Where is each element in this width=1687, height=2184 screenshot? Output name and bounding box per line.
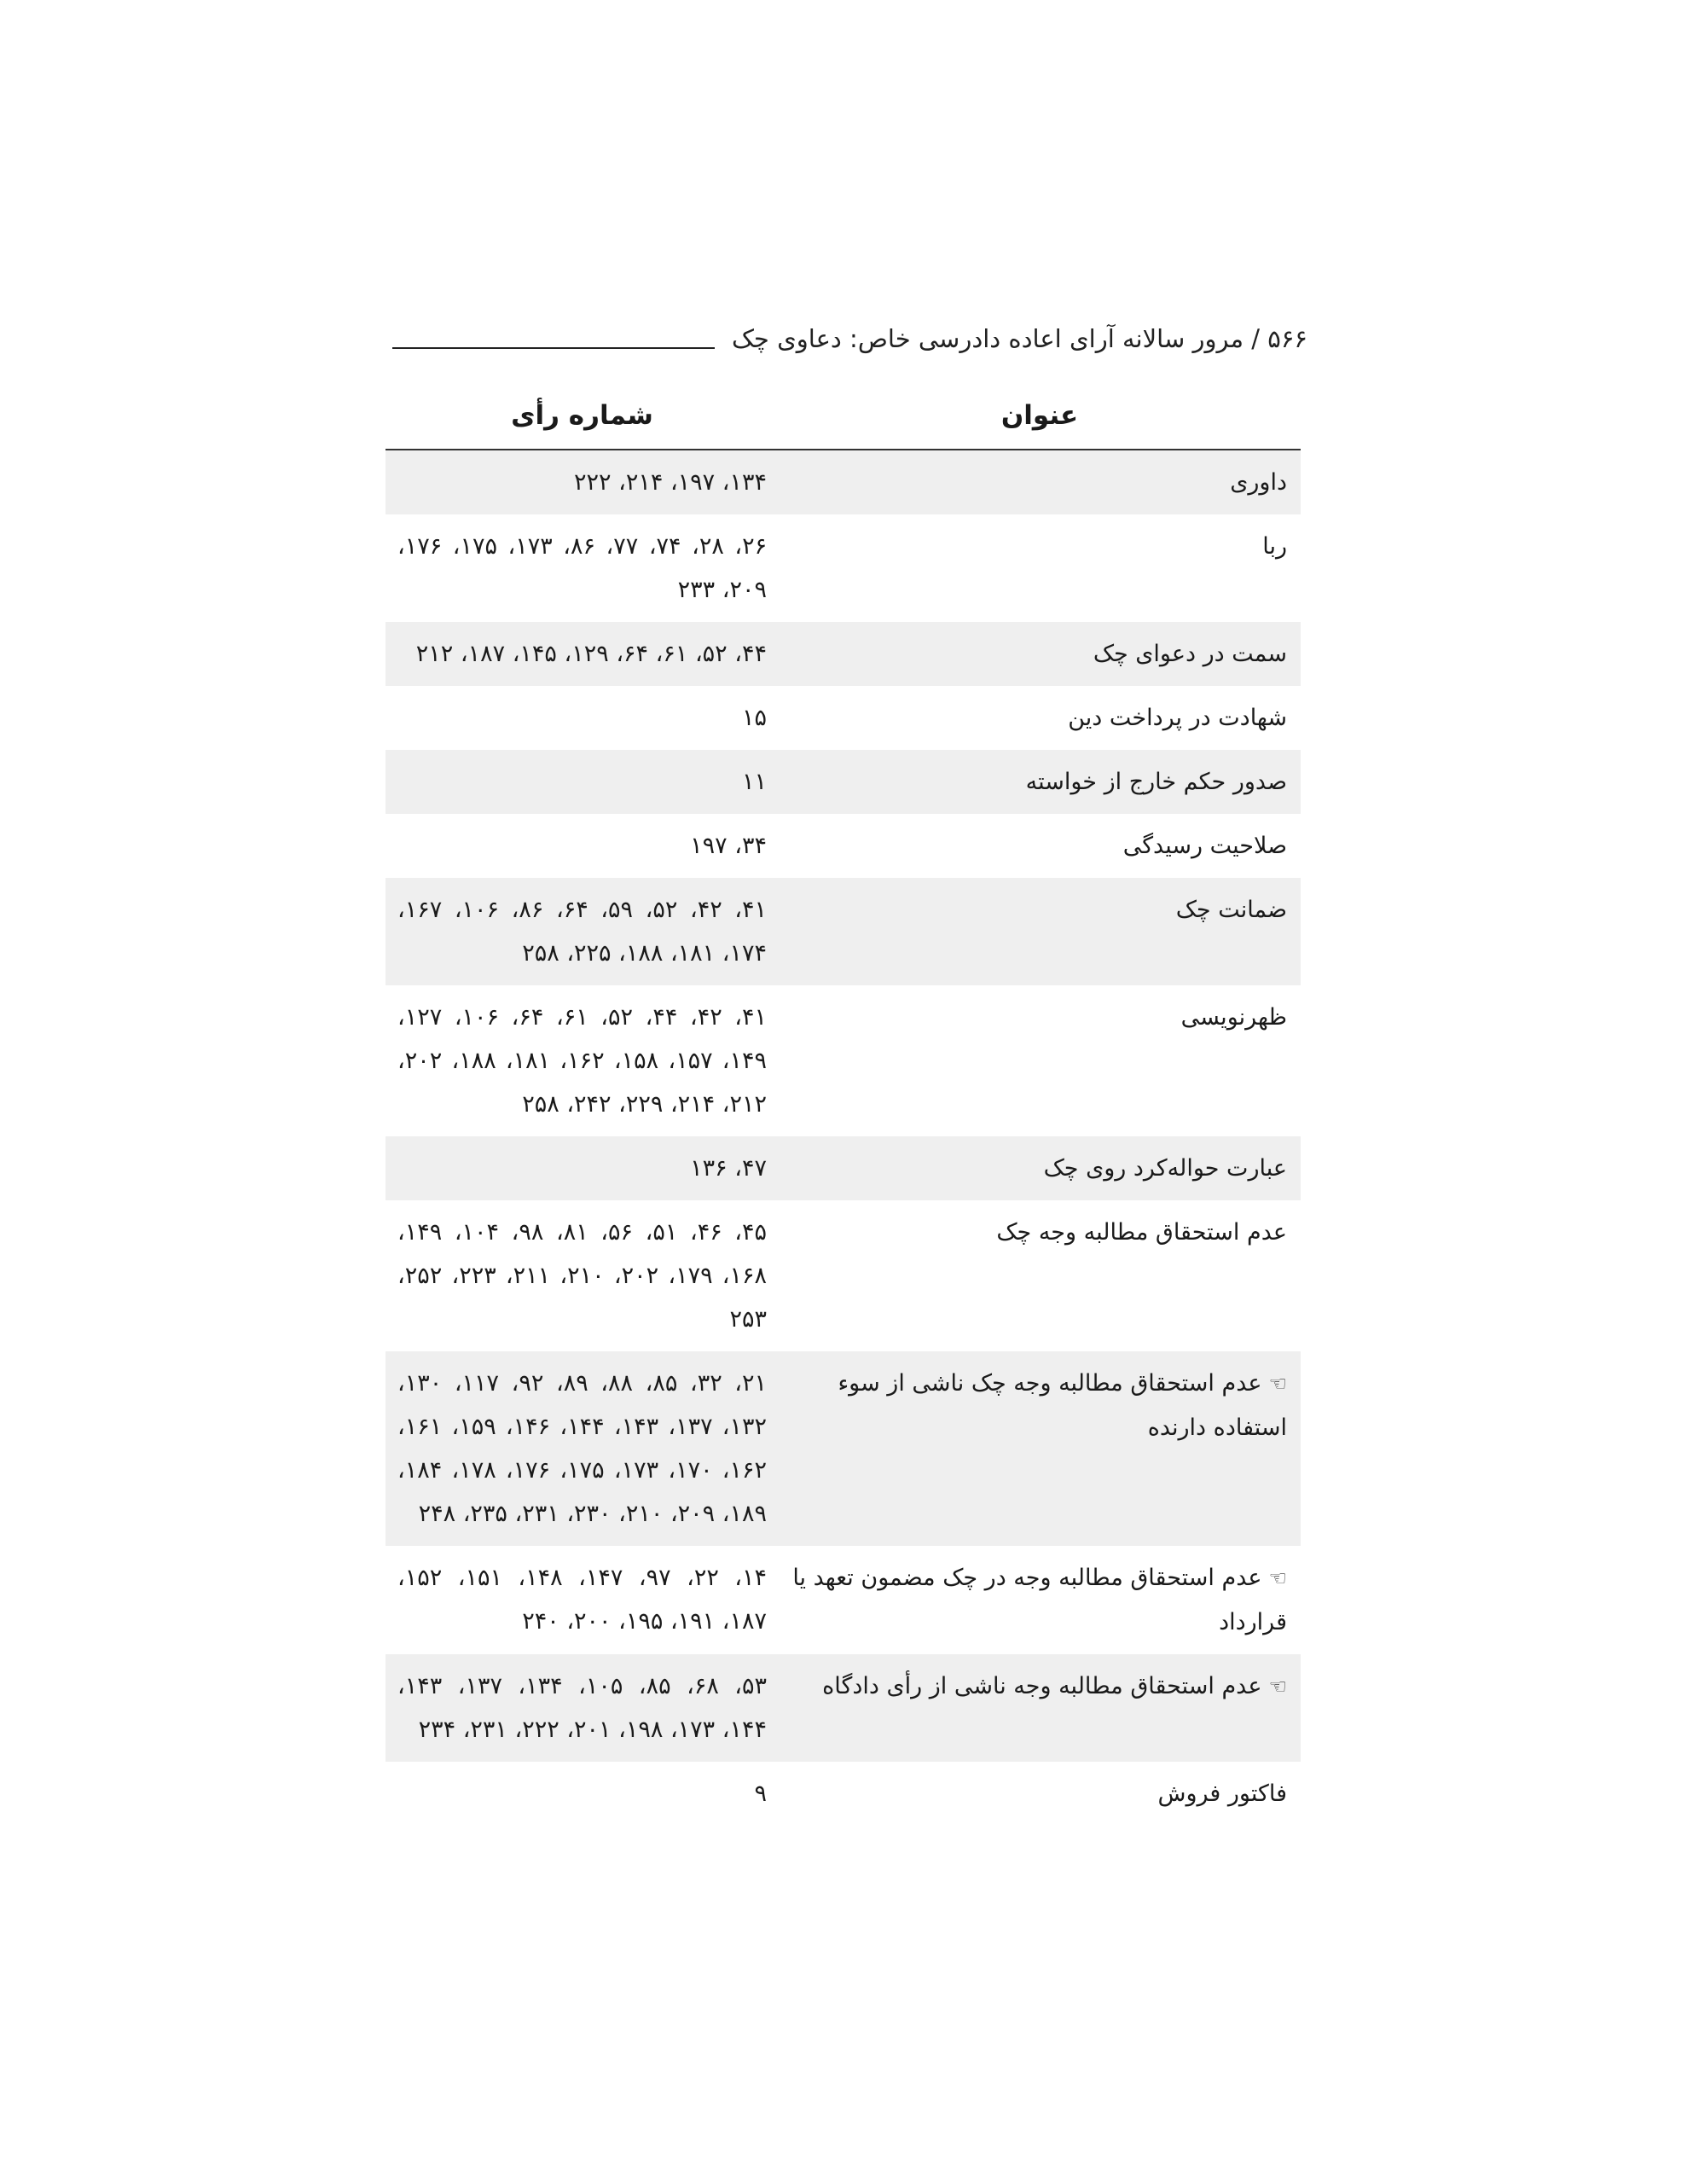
entry-title: عدم استحقاق مطالبه وجه ناشی از رأی دادگاه	[822, 1673, 1262, 1699]
entry-title: صدور حکم خارج از خواسته	[1025, 769, 1287, 795]
ruling-numbers: ۱۴، ۲۲، ۹۷، ۱۴۷، ۱۴۸، ۱۵۱، ۱۵۲، ۱۸۷، ۱۹۱، ۱۹۵، ۲۰۰، ۲۴۰	[397, 1565, 768, 1635]
ruling-numbers: ۴۱، ۴۲، ۵۲، ۵۹، ۶۴، ۸۶، ۱۰۶، ۱۶۷، ۱۷۴، ۱۸۱، ۱۸۸، ۲۲۵، ۲۵۸	[386, 878, 779, 985]
table-body	[386, 450, 1301, 1826]
pointing-hand-icon: ☜	[1268, 1372, 1287, 1396]
entry-title: شهادت در پرداخت دین	[1068, 705, 1287, 731]
entry-title-cell	[779, 1762, 1301, 1826]
table-row	[386, 1351, 1301, 1546]
table-row	[386, 1200, 1301, 1351]
ruling-numbers: ۹	[754, 1780, 767, 1807]
entry-title: عدم استحقاق مطالبه وجه چک ناشی از سوء استفاده دارنده	[838, 1370, 1287, 1441]
table-row	[386, 1762, 1301, 1826]
entry-title-cell	[779, 1200, 1301, 1351]
table-row	[386, 985, 1301, 1136]
pointing-hand-icon: ☜	[1268, 1566, 1287, 1590]
table-row	[386, 814, 1301, 878]
table-row	[386, 622, 1301, 686]
running-title: ۵۶۶ / مرور سالانه آرای اعاده دادرسی خاص: دعاوی چک	[731, 324, 1307, 353]
ruling-numbers: ۱۳۴، ۱۹۷، ۲۱۴، ۲۲۲	[386, 450, 779, 514]
column-header-title: عنوان	[779, 382, 1301, 450]
running-head	[392, 317, 1307, 360]
entry-title: عبارت حواله‌کرد روی چک	[1043, 1155, 1287, 1182]
table-row	[386, 878, 1301, 985]
entry-title: صلاحیت رسیدگی	[1122, 833, 1287, 859]
table-header-row	[386, 382, 1301, 450]
entry-title-cell	[779, 985, 1301, 1136]
ruling-numbers: ۱۱	[386, 750, 779, 814]
ruling-numbers: ۵۳، ۶۸، ۸۵، ۱۰۵، ۱۳۴، ۱۳۷، ۱۴۳، ۱۴۴، ۱۷۳، ۱۹۸، ۲۰۱، ۲۲۲، ۲۳۱، ۲۳۴	[386, 1654, 779, 1762]
table-row	[386, 1654, 1301, 1762]
header-rule	[392, 347, 715, 349]
entry-title: سمت در دعوای چک	[1093, 641, 1287, 667]
entry-title-cell	[779, 750, 1301, 814]
entry-title-cell	[779, 1136, 1301, 1200]
entry-title-cell	[779, 814, 1301, 878]
entry-title: ظهرنویسی	[1180, 1004, 1287, 1031]
table-row	[386, 1136, 1301, 1200]
column-header-numbers: شماره رأی	[386, 382, 779, 450]
entry-title-cell	[779, 878, 1301, 985]
table-row	[386, 450, 1301, 514]
pointing-hand-icon: ☜	[1268, 1675, 1287, 1699]
entry-title-cell	[779, 1351, 1301, 1546]
entry-title: عدم استحقاق مطالبه وجه چک	[996, 1219, 1287, 1246]
ruling-numbers: ۲۱، ۳۲، ۸۵، ۸۸، ۸۹، ۹۲، ۱۱۷، ۱۳۰، ۱۳۲، ۱۳۷، ۱۴۳، ۱۴۴، ۱۴۶، ۱۵۹، ۱۶۱، ۱۶۲، ۱۷۰، ۱۷۳، ۱۷۵، ۱۷۶، ۱۷۸، ۱۸۴، ۱۸۹، ۲۰۹، ۲۱۰، ۲۳۰، ۲۳۱، ۲۳۵، ۲۴۸	[386, 1351, 779, 1546]
ruling-numbers: ۴۷، ۱۳۶	[386, 1136, 779, 1200]
index-table	[386, 382, 1301, 1826]
ruling-numbers: ۲۶، ۲۸، ۷۴، ۷۷، ۸۶، ۱۷۳، ۱۷۵، ۱۷۶، ۲۰۹، ۲۳۳	[397, 533, 768, 603]
entry-title-cell	[779, 1654, 1301, 1762]
ruling-numbers: ۳۴، ۱۹۷	[690, 833, 767, 859]
table-row	[386, 514, 1301, 622]
ruling-numbers: ۴۴، ۵۲، ۶۱، ۶۴، ۱۲۹، ۱۴۵، ۱۸۷، ۲۱۲	[386, 622, 779, 686]
table-row	[386, 686, 1301, 750]
table-row	[386, 750, 1301, 814]
entry-title-cell	[779, 450, 1301, 514]
ruling-numbers: ۱۵	[741, 705, 767, 731]
entry-title: ربا	[1262, 533, 1287, 560]
entry-title: عدم استحقاق مطالبه وجه در چک مضمون تعهد یا قرارداد	[792, 1565, 1287, 1635]
entry-title: فاکتور فروش	[1157, 1780, 1287, 1807]
entry-title: ضمانت چک	[1175, 897, 1287, 923]
entry-title-cell	[779, 622, 1301, 686]
entry-title-cell	[779, 1546, 1301, 1654]
ruling-numbers: ۴۱، ۴۲، ۴۴، ۵۲، ۶۱، ۶۴، ۱۰۶، ۱۲۷، ۱۴۹، ۱۵۷، ۱۵۸، ۱۶۲، ۱۸۱، ۱۸۸، ۲۰۲، ۲۱۲، ۲۱۴، ۲۲۹، ۲۴۲، ۲۵۸	[397, 1004, 768, 1118]
entry-title-cell	[779, 514, 1301, 622]
entry-title: داوری	[1230, 469, 1287, 496]
table-row	[386, 1546, 1301, 1654]
entry-title-cell	[779, 686, 1301, 750]
ruling-numbers: ۴۵، ۴۶، ۵۱، ۵۶، ۸۱، ۹۸، ۱۰۴، ۱۴۹، ۱۶۸، ۱۷۹، ۲۰۲، ۲۱۰، ۲۱۱، ۲۲۳، ۲۵۲، ۲۵۳	[397, 1219, 768, 1333]
